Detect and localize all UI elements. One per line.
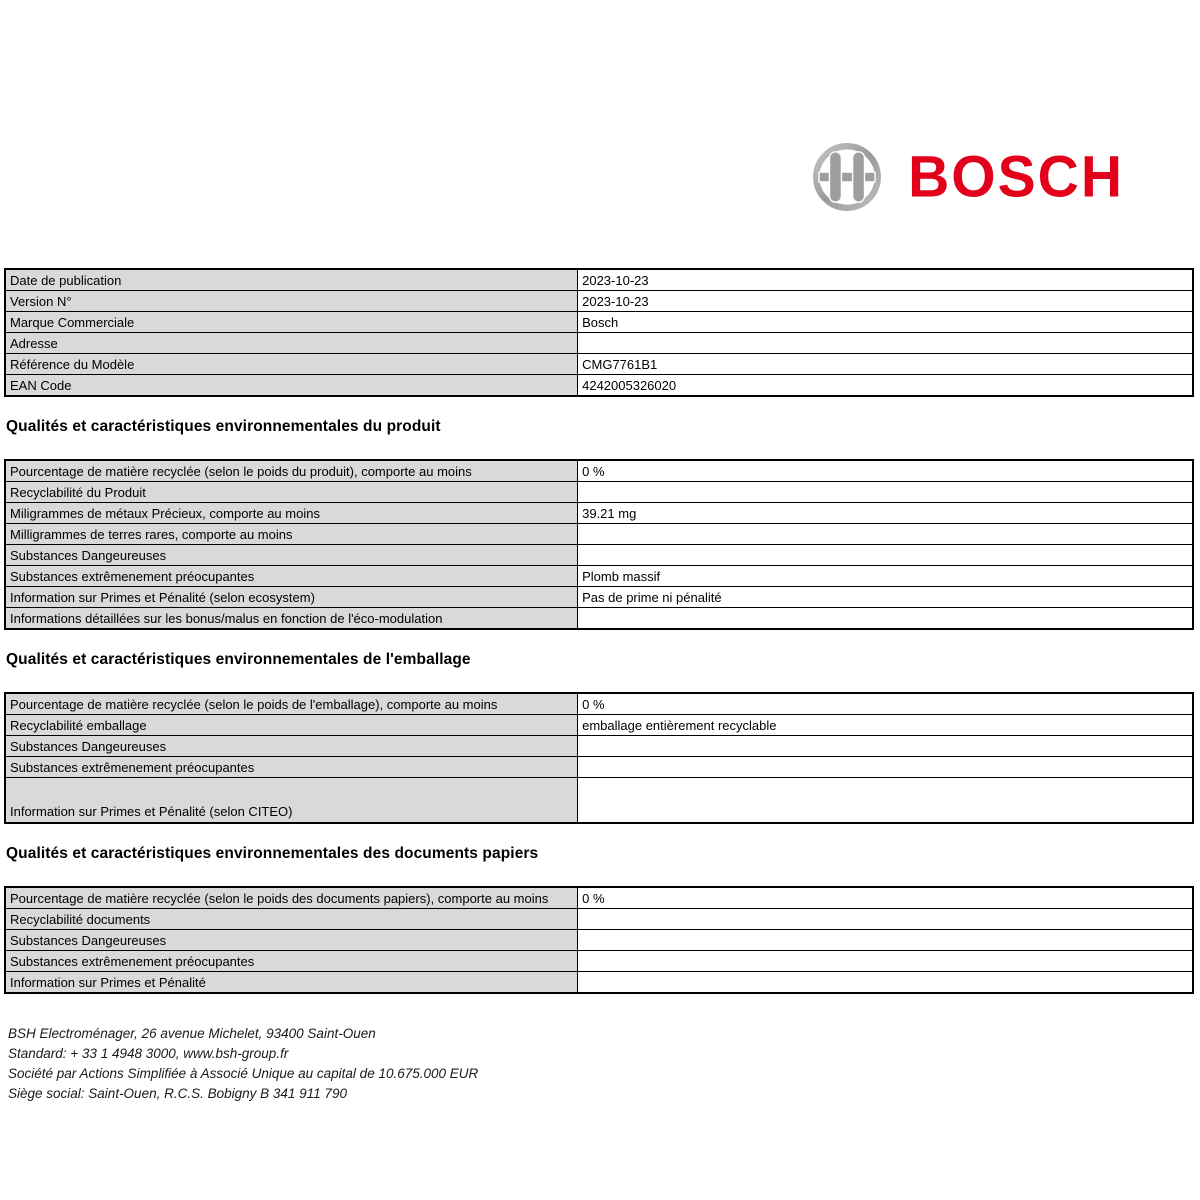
row-value — [578, 951, 1193, 972]
table-row — [5, 566, 1193, 587]
row-value — [578, 736, 1193, 757]
row-label: Information sur Primes et Pénalité (selon ecosystem) — [5, 587, 578, 608]
row-label: Recyclabilité du Produit — [5, 482, 578, 503]
table-row — [5, 524, 1193, 545]
table-row — [5, 545, 1193, 566]
row-label: Substances Dangeureuses — [5, 545, 578, 566]
row-label: Milligrammes de terres rares, comporte au moins — [5, 524, 578, 545]
row-label: Recyclabilité documents — [5, 909, 578, 930]
table-row — [5, 887, 1193, 909]
bosch-armature-icon — [812, 142, 882, 212]
table-row — [5, 460, 1193, 482]
row-value: 2023-10-23 — [578, 269, 1193, 291]
product-table — [4, 459, 1194, 630]
row-label: EAN Code — [5, 375, 578, 397]
row-value: Plomb massif — [578, 566, 1193, 587]
row-value: Bosch — [578, 312, 1193, 333]
row-label: Pourcentage de matière recyclée (selon le poids de l'emballage), comporte au moins — [5, 693, 578, 715]
row-label: Miligrammes de métaux Précieux, comporte au moins — [5, 503, 578, 524]
table-row — [5, 715, 1193, 736]
table-row — [5, 930, 1193, 951]
table-row — [5, 354, 1193, 375]
bosch-logo — [812, 142, 1124, 212]
table-row — [5, 333, 1193, 354]
table-row — [5, 972, 1193, 994]
row-value — [578, 930, 1193, 951]
row-value — [578, 608, 1193, 630]
row-value: CMG7761B1 — [578, 354, 1193, 375]
table-row — [5, 587, 1193, 608]
row-value — [578, 909, 1193, 930]
row-value — [578, 545, 1193, 566]
row-label: Marque Commerciale — [5, 312, 578, 333]
table-row — [5, 608, 1193, 630]
row-label: Information sur Primes et Pénalité — [5, 972, 578, 994]
packaging-table — [4, 692, 1194, 824]
row-value — [578, 757, 1193, 778]
table-row — [5, 778, 1193, 824]
table-row — [5, 269, 1193, 291]
footer — [8, 1024, 1194, 1104]
row-label: Substances Dangeureuses — [5, 930, 578, 951]
row-value — [578, 972, 1193, 994]
row-value — [578, 333, 1193, 354]
footer-line: Siège social: Saint-Ouen, R.C.S. Bobigny B 341 911 790 — [8, 1086, 347, 1101]
footer-line: BSH Electroménager, 26 avenue Michelet, 93400 Saint-Ouen — [8, 1026, 376, 1041]
row-label: Date de publication — [5, 269, 578, 291]
section-heading-documents: Qualités et caractéristiques environnementales des documents papiers — [6, 845, 539, 862]
row-label: Substances extrêmenement préocupantes — [5, 951, 578, 972]
table-row — [5, 503, 1193, 524]
row-value: Pas de prime ni pénalité — [578, 587, 1193, 608]
row-label: Substances Dangeureuses — [5, 736, 578, 757]
footer-line: Standard: + 33 1 4948 3000, www.bsh-group.fr — [8, 1046, 289, 1061]
table-row — [5, 693, 1193, 715]
row-value: 4242005326020 — [578, 375, 1193, 397]
section-heading-product: Qualités et caractéristiques environnementales du produit — [6, 418, 441, 435]
row-value: 0 % — [578, 887, 1193, 909]
table-row — [5, 291, 1193, 312]
table-row — [5, 375, 1193, 397]
row-value: emballage entièrement recyclable — [578, 715, 1193, 736]
table-row — [5, 757, 1193, 778]
row-value: 0 % — [578, 693, 1193, 715]
row-value — [578, 524, 1193, 545]
row-value: 0 % — [578, 460, 1193, 482]
documents-table — [4, 886, 1194, 994]
row-label: Informations détaillées sur les bonus/malus en fonction de l'éco-modulation — [5, 608, 578, 630]
row-label: Recyclabilité emballage — [5, 715, 578, 736]
row-label: Pourcentage de matière recyclée (selon le poids du produit), comporte au moins — [5, 460, 578, 482]
row-label: Référence du Modèle — [5, 354, 578, 375]
row-label: Substances extrêmenement préocupantes — [5, 757, 578, 778]
row-label: Pourcentage de matière recyclée (selon le poids des documents papiers), comporte au moins — [5, 887, 578, 909]
table-row — [5, 736, 1193, 757]
row-value — [578, 482, 1193, 503]
row-label: Version N° — [5, 291, 578, 312]
table-row — [5, 909, 1193, 930]
table-row — [5, 951, 1193, 972]
info-table — [4, 268, 1194, 397]
row-label: Information sur Primes et Pénalité (selon CITEO) — [5, 778, 578, 824]
footer-line: Société par Actions Simplifiée à Associé Unique au capital de 10.675.000 EUR — [8, 1066, 479, 1081]
bosch-wordmark: BOSCH — [908, 143, 1124, 210]
row-value: 39.21 mg — [578, 503, 1193, 524]
row-label: Adresse — [5, 333, 578, 354]
section-heading-packaging: Qualités et caractéristiques environnementales de l'emballage — [6, 651, 471, 668]
document-body — [4, 268, 1194, 1104]
table-row — [5, 312, 1193, 333]
row-value — [578, 778, 1193, 824]
row-value: 2023-10-23 — [578, 291, 1193, 312]
row-label: Substances extrêmenement préocupantes — [5, 566, 578, 587]
table-row — [5, 482, 1193, 503]
